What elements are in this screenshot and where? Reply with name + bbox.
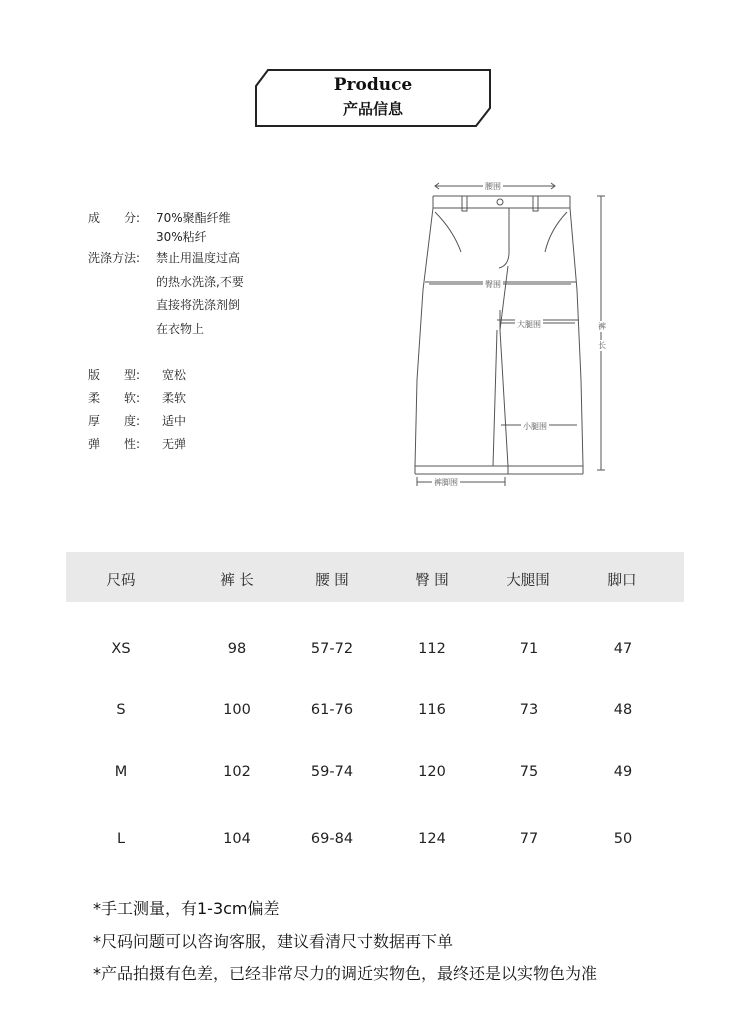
info-value: 适中 [162,414,187,428]
table-row [0,764,750,784]
table-cell: 61-76 [310,702,354,718]
table-cell: 112 [418,641,446,657]
table-cell: 98 [227,641,247,657]
table-cell: 120 [418,764,446,780]
length-label-bottom: 长 [598,341,606,350]
info-label: 洗涤方法: [88,251,141,265]
pants-outline [405,170,620,495]
info-label: 厚 度: [88,414,141,428]
info-label: 柔 软: [88,391,141,405]
info-label: 版 型: [88,368,141,382]
info-value: 在衣物上 [156,322,205,336]
header-waist: 腰 围 [315,573,349,589]
info-value: 30%粘纤 [156,230,207,244]
info-value: 直接将洗涤剂倒 [156,298,241,312]
info-value: 柔软 [162,391,187,405]
table-cell: 59-74 [310,764,354,780]
header-subtitle: 产品信息 [342,100,403,118]
table-cell: S [116,702,126,718]
table-row [0,641,750,661]
table-cell: 124 [418,831,446,847]
length-label-top: 裤 [598,322,606,331]
hem-label: 裤脚围 [434,478,458,487]
header-thigh: 大腿围 [506,573,550,589]
table-cell: 69-84 [310,831,354,847]
info-label: 弹 性: [88,437,141,451]
calf-label: 小腿围 [523,422,547,431]
thigh-label: 大腿围 [517,320,541,329]
table-cell: M [114,764,128,780]
note-color-difference: *产品拍摄有色差，已经非常尽力的调近实物色，最终还是以实物色为准 [93,964,598,983]
header-hem: 脚口 [607,573,637,589]
table-cell: L [116,831,126,847]
table-cell: 75 [519,764,539,780]
product-header [254,68,492,128]
header-size: 尺码 [106,573,136,589]
note-measurement: *手工测量，有1-3cm偏差 [93,899,280,918]
table-row [0,702,750,722]
header-title: Produce [333,75,413,95]
table-row [0,831,750,851]
info-label: 成 分: [88,211,141,225]
header-hip: 臀 围 [415,573,449,589]
waist-label: 腰围 [485,182,501,191]
info-value: 的热水洗涤,不要 [156,275,244,289]
table-cell: 100 [223,702,251,718]
table-cell: 73 [519,702,539,718]
table-cell: 71 [519,641,539,657]
info-value: 宽松 [162,368,187,382]
header-length: 裤 长 [220,573,254,589]
note-size-consult: *尺码问题可以咨询客服，建议看清尺寸数据再下单 [93,932,454,951]
table-cell: 50 [613,831,633,847]
table-cell: 77 [519,831,539,847]
table-cell: 48 [613,702,633,718]
table-cell: 49 [613,764,633,780]
table-cell: 104 [223,831,251,847]
table-cell: 102 [223,764,251,780]
table-cell: 57-72 [310,641,354,657]
table-cell: 116 [418,702,446,718]
pants-diagram [405,170,620,499]
table-cell: XS [111,641,131,657]
size-table-header [66,552,684,602]
info-value: 70%聚酯纤维 [156,211,231,225]
info-value: 禁止用温度过高 [156,251,241,265]
hip-label: 臀围 [485,280,501,289]
table-cell: 47 [613,641,633,657]
info-value: 无弹 [162,437,187,451]
